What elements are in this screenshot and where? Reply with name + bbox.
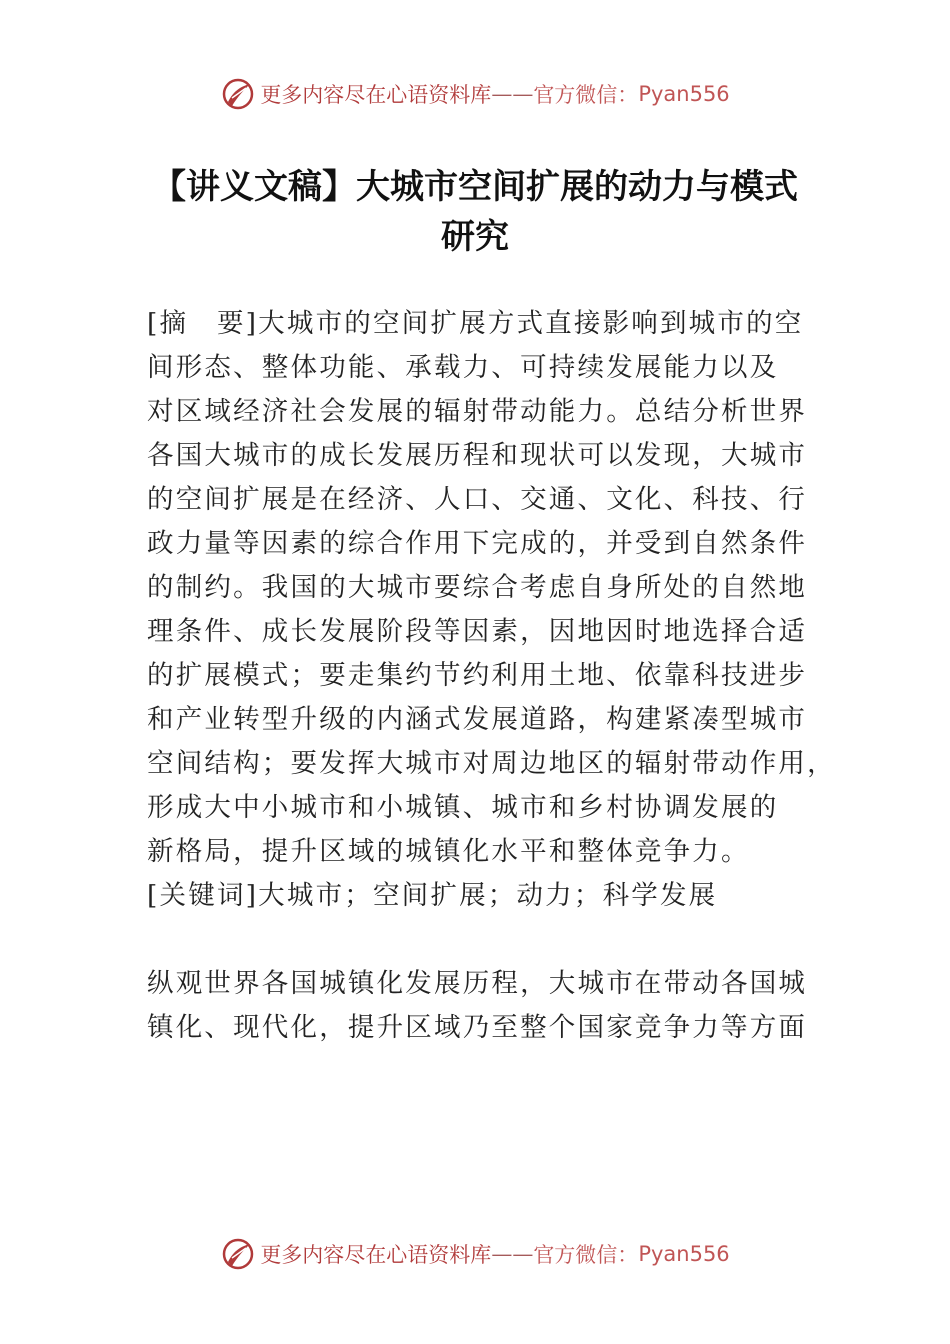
brand-logo-icon bbox=[220, 1236, 256, 1272]
abstract-line: 的空间扩展是在经济、人口、交通、文化、科技、行 bbox=[147, 484, 808, 515]
keywords-line: [关键词]大城市；空间扩展；动力；科学发展 bbox=[147, 880, 718, 911]
abstract-line: 空间结构；要发挥大城市对周边地区的辐射带动作用， bbox=[147, 748, 836, 779]
abstract-line: 政力量等因素的综合作用下完成的，并受到自然条件 bbox=[147, 528, 808, 559]
header-banner bbox=[0, 74, 950, 114]
body-paragraph bbox=[147, 962, 847, 1050]
banner-contact-id: Pyan556 bbox=[638, 82, 730, 106]
brand-logo-icon bbox=[220, 76, 256, 112]
footer-banner bbox=[0, 1234, 950, 1274]
banner-contact-label: 官方微信： bbox=[533, 1243, 639, 1267]
abstract-line: 和产业转型升级的内涵式发展道路，构建紧凑型城市 bbox=[147, 704, 808, 735]
banner-contact-label: 官方微信： bbox=[533, 83, 639, 107]
abstract-line: 各国大城市的成长发展历程和现状可以发现，大城市 bbox=[147, 440, 808, 471]
abstract-line: 对区域经济社会发展的辐射带动能力。总结分析世界 bbox=[147, 396, 808, 427]
abstract-line: 理条件、成长发展阶段等因素，因地因时地选择合适 bbox=[147, 616, 808, 647]
abstract-line: 的扩展模式；要走集约节约利用土地、依靠科技进步 bbox=[147, 660, 808, 691]
banner-contact-id: Pyan556 bbox=[638, 1242, 730, 1266]
document-body bbox=[147, 302, 847, 1050]
abstract-section bbox=[147, 302, 847, 874]
body-line: 镇化、现代化，提升区域乃至整个国家竞争力等方面 bbox=[147, 1012, 808, 1043]
paragraph-gap bbox=[147, 918, 847, 962]
banner-main-text: 更多内容尽在心语资料库 bbox=[260, 83, 492, 107]
abstract-line: 的制约。我国的大城市要综合考虑自身所处的自然地 bbox=[147, 572, 808, 603]
abstract-line: 形成大中小城市和小城镇、城市和乡村协调发展的 bbox=[147, 792, 779, 823]
title-line: 【讲义文稿】大城市空间扩展的动力与模式 bbox=[152, 167, 798, 207]
body-line: 纵观世界各国城镇化发展历程，大城市在带动各国城 bbox=[147, 968, 808, 999]
document-title bbox=[100, 162, 850, 262]
abstract-line: 间形态、整体功能、承载力、可持续发展能力以及 bbox=[147, 352, 779, 383]
abstract-line: 新格局，提升区域的城镇化水平和整体竞争力。 bbox=[147, 836, 750, 867]
banner-separator: —— bbox=[491, 1242, 534, 1266]
title-line: 研究 bbox=[441, 217, 509, 257]
abstract-line: [摘 要]大城市的空间扩展方式直接影响到城市的空 bbox=[147, 308, 804, 339]
banner-main-text: 更多内容尽在心语资料库 bbox=[260, 1243, 492, 1267]
banner-separator: —— bbox=[491, 82, 534, 106]
